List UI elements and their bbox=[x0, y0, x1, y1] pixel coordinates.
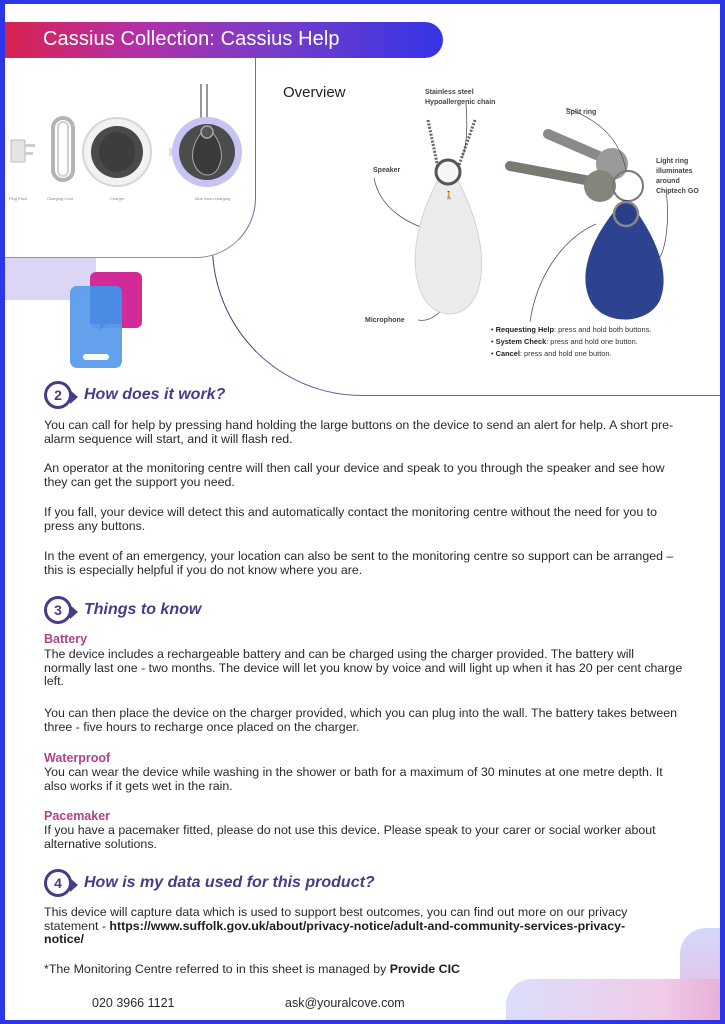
charger-blue-image bbox=[165, 84, 243, 190]
privacy-text: This device will capture data which is used to support best outcomes, you can find out more on our privacy statement - bbox=[44, 905, 628, 933]
charging-panel bbox=[5, 58, 256, 258]
subheading-pacemaker: Pacemaker bbox=[44, 809, 111, 823]
subheading-battery: Battery bbox=[44, 632, 88, 646]
footnote-org: Provide CIC bbox=[389, 962, 460, 976]
instruction-item: • Requesting Help: press and hold both buttons. bbox=[491, 325, 652, 334]
device-illustration bbox=[370, 100, 710, 330]
paragraph: An operator at the monitoring centre will then call your device and speak to you through the speaker and see how they can get the support you need. bbox=[44, 461, 665, 489]
phone-chat-icon bbox=[70, 272, 144, 368]
section-number-badge: 2 bbox=[44, 381, 72, 409]
label-light-ring-line: Chiptech GO bbox=[656, 188, 699, 195]
instruction-text: : press and hold one button. bbox=[519, 349, 612, 358]
phone-number[interactable]: 020 3966 1121 bbox=[92, 996, 175, 1010]
paragraph: You can then place the device on the charger provided, which you can plug into the wall. The battery takes between three - five hours to recharge once placed on the charger. bbox=[44, 706, 678, 734]
label-light-ring-line: illuminates bbox=[656, 168, 693, 175]
instruction-text: : press and hold one button. bbox=[546, 337, 638, 346]
paragraph: You can call for help by pressing hand holding the large buttons on the device to send an alert for help. A short pre-alarm sequence will start, and it will flash red. bbox=[44, 418, 674, 446]
charging-item-label: Charging Cord bbox=[47, 196, 74, 201]
section-title: How does it work? bbox=[84, 386, 226, 403]
instruction-item: • System Check: press and hold one button. bbox=[491, 337, 638, 346]
email-address[interactable]: ask@youralcove.com bbox=[285, 996, 405, 1010]
label-microphone: Microphone bbox=[365, 317, 405, 324]
page-title: Cassius Collection: Cassius Help bbox=[43, 28, 340, 50]
paragraph: If you have a pacemaker fitted, please do not use this device. Please speak to your carer or social worker about alternative solutions. bbox=[44, 823, 656, 851]
label-light-ring bbox=[656, 157, 699, 197]
instruction-text: : press and hold both buttons. bbox=[553, 325, 652, 334]
section-title: How is my data used for this product? bbox=[84, 874, 375, 891]
overview-title: Overview bbox=[283, 84, 346, 101]
instruction-item: • Cancel: press and hold one button. bbox=[491, 349, 612, 358]
section-number-badge: 4 bbox=[44, 869, 72, 897]
instruction-term: Cancel bbox=[495, 349, 520, 358]
decorative-shape bbox=[506, 979, 725, 1024]
label-split-ring: Split ring bbox=[566, 109, 597, 116]
paragraph-privacy bbox=[44, 906, 644, 947]
charging-cord-image bbox=[49, 116, 77, 182]
charging-item-label: Charger bbox=[110, 196, 125, 201]
plug-pack-image bbox=[9, 136, 39, 166]
label-chain bbox=[425, 88, 495, 108]
footnote bbox=[44, 963, 684, 977]
paragraph: If you fall, your device will detect this and automatically contact the monitoring centre without the need for you to press any buttons. bbox=[44, 505, 657, 533]
charger-image bbox=[81, 116, 153, 188]
section-heading bbox=[44, 381, 225, 409]
title-banner bbox=[5, 22, 443, 58]
privacy-link[interactable]: https://www.suffolk.gov.uk/about/privacy-notice/adult-and-community-services-privacy-notice/ bbox=[44, 918, 626, 946]
svg-text:🚶: 🚶 bbox=[444, 191, 454, 200]
section-heading bbox=[44, 869, 375, 897]
section-number-badge: 3 bbox=[44, 596, 72, 624]
charging-item-label: Blue when charging bbox=[195, 196, 231, 201]
section-title: Things to know bbox=[84, 601, 202, 618]
instruction-term: Requesting Help bbox=[495, 325, 554, 334]
paragraph: The device includes a rechargeable battery and can be charged using the charger provided. The battery will normally last one - two months. The device will let you know by voice and will light up when it has 20 per cent charge left. bbox=[44, 647, 683, 688]
label-chain-line: Stainless steel bbox=[425, 89, 474, 96]
paragraph: You can wear the device while washing in the shower or bath for a maximum of 30 minutes at one metre depth. It also works if it gets wet in the rain. bbox=[44, 765, 663, 793]
overview-instructions bbox=[491, 324, 651, 360]
label-chain-line: Hypoallergenic chain bbox=[425, 99, 496, 106]
section-heading bbox=[44, 596, 201, 624]
subheading-waterproof: Waterproof bbox=[44, 751, 111, 765]
label-speaker: Speaker bbox=[373, 167, 401, 174]
footnote-text: *The Monitoring Centre referred to in this sheet is managed by bbox=[44, 962, 390, 976]
label-light-ring-line: around bbox=[656, 178, 680, 185]
instruction-term: System Check bbox=[495, 337, 547, 346]
label-light-ring-line: Light ring bbox=[656, 158, 689, 165]
charging-item-label: Plug Pack bbox=[9, 196, 28, 201]
paragraph: In the event of an emergency, your location can also be sent to the monitoring centre so support can be arranged – this is especially helpful if you do not know where you are. bbox=[44, 549, 674, 577]
